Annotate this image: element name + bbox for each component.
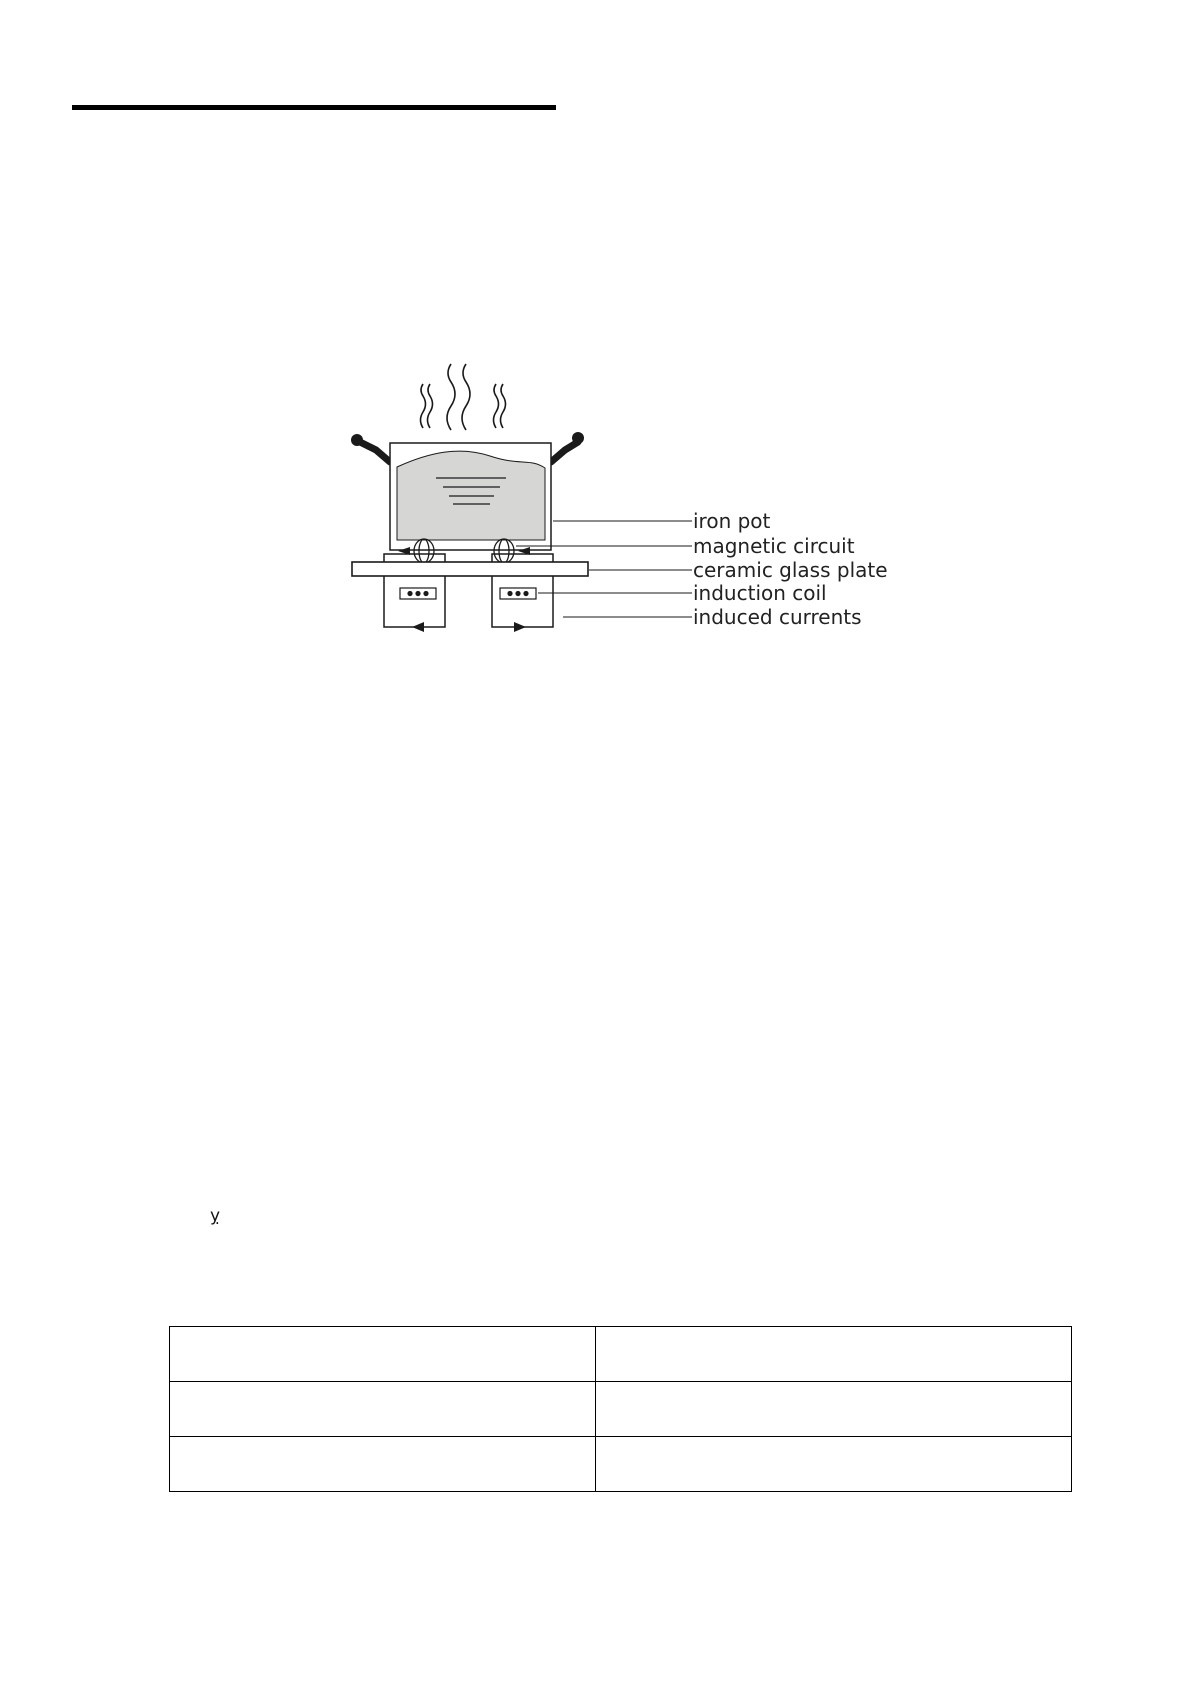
- label-induced-currents: induced currents: [693, 605, 862, 629]
- table-row: [170, 1382, 1072, 1437]
- table-cell: [596, 1327, 1072, 1382]
- label-iron-pot: iron pot: [693, 509, 771, 533]
- label-induction-coil: induction coil: [693, 581, 827, 605]
- induction-coil-icon: [400, 588, 536, 599]
- steam-icon: [421, 364, 506, 430]
- spec-table: [169, 1326, 1072, 1492]
- table-cell: [596, 1382, 1072, 1437]
- label-magnetic-circuit: magnetic circuit: [693, 534, 855, 558]
- table-cell: [170, 1327, 596, 1382]
- table-row: [170, 1327, 1072, 1382]
- induction-diagram: [0, 0, 1191, 700]
- table-row: [170, 1437, 1072, 1492]
- table-cell: [596, 1437, 1072, 1492]
- ceramic-glass-plate: [352, 562, 588, 576]
- footnote-mark: ỵ: [210, 1206, 221, 1226]
- label-ceramic-glass-plate: ceramic glass plate: [693, 558, 888, 582]
- table-cell: [170, 1382, 596, 1437]
- table-cell: [170, 1437, 596, 1492]
